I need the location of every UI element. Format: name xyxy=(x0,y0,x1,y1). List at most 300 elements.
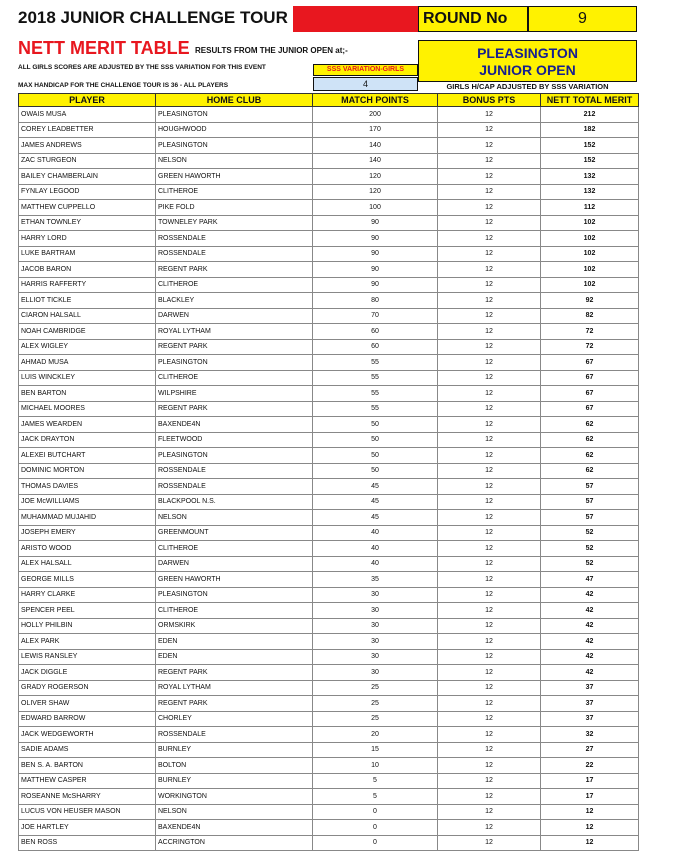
bonus-pts-cell: 12 xyxy=(438,665,541,681)
player-cell: JACK DIGGLE xyxy=(19,665,156,681)
player-cell: ZAC STURGEON xyxy=(19,153,156,169)
nett-total-cell: 67 xyxy=(541,401,639,417)
match-points-cell: 5 xyxy=(313,789,438,805)
player-cell: CIARON HALSALL xyxy=(19,308,156,324)
bonus-pts-cell: 12 xyxy=(438,773,541,789)
home-club-cell: GREEN HAWORTH xyxy=(156,572,313,588)
table-row xyxy=(19,293,639,309)
player-cell: THOMAS DAVIES xyxy=(19,479,156,495)
match-points-cell: 200 xyxy=(313,107,438,123)
bonus-pts-cell: 12 xyxy=(438,603,541,619)
match-points-cell: 30 xyxy=(313,634,438,650)
nett-total-cell: 52 xyxy=(541,541,639,557)
nett-total-cell: 37 xyxy=(541,711,639,727)
table-row xyxy=(19,169,639,185)
nett-total-cell: 57 xyxy=(541,479,639,495)
nett-total-cell: 212 xyxy=(541,107,639,123)
match-points-cell: 140 xyxy=(313,138,438,154)
match-points-cell: 170 xyxy=(313,122,438,138)
match-points-cell: 30 xyxy=(313,665,438,681)
nett-total-cell: 42 xyxy=(541,665,639,681)
round-label: ROUND No xyxy=(418,6,528,32)
bonus-pts-cell: 12 xyxy=(438,634,541,650)
player-cell: GEORGE MILLS xyxy=(19,572,156,588)
bonus-pts-cell: 12 xyxy=(438,572,541,588)
match-points-cell: 15 xyxy=(313,742,438,758)
nett-total-cell: 62 xyxy=(541,448,639,464)
home-club-cell: REGENT PARK xyxy=(156,696,313,712)
home-club-cell: NELSON xyxy=(156,153,313,169)
home-club-cell: ROSSENDALE xyxy=(156,231,313,247)
home-club-cell: ROSSENDALE xyxy=(156,463,313,479)
home-club-cell: TOWNELEY PARK xyxy=(156,215,313,231)
bonus-pts-cell: 12 xyxy=(438,618,541,634)
match-points-cell: 55 xyxy=(313,401,438,417)
bonus-pts-cell: 12 xyxy=(438,556,541,572)
home-club-cell: FLEETWOOD xyxy=(156,432,313,448)
home-club-cell: PLEASINGTON xyxy=(156,355,313,371)
player-cell: LUKE BARTRAM xyxy=(19,246,156,262)
player-cell: OLIVER SHAW xyxy=(19,696,156,712)
match-points-cell: 50 xyxy=(313,463,438,479)
home-club-cell: PLEASINGTON xyxy=(156,138,313,154)
table-header-row xyxy=(19,94,639,107)
nett-total-cell: 42 xyxy=(541,603,639,619)
nett-total-cell: 132 xyxy=(541,169,639,185)
match-points-cell: 30 xyxy=(313,603,438,619)
home-club-cell: REGENT PARK xyxy=(156,262,313,278)
table-row xyxy=(19,603,639,619)
table-row xyxy=(19,355,639,371)
nett-total-cell: 182 xyxy=(541,122,639,138)
bonus-pts-cell: 12 xyxy=(438,820,541,836)
bonus-pts-cell: 12 xyxy=(438,324,541,340)
table-row xyxy=(19,773,639,789)
table-row xyxy=(19,386,639,402)
home-club-cell: GREEN HAWORTH xyxy=(156,169,313,185)
bonus-pts-cell: 12 xyxy=(438,200,541,216)
player-cell: LUIS WINCKLEY xyxy=(19,370,156,386)
match-points-cell: 45 xyxy=(313,510,438,526)
nett-total-cell: 52 xyxy=(541,525,639,541)
match-points-cell: 50 xyxy=(313,417,438,433)
player-cell: JACK DRAYTON xyxy=(19,432,156,448)
nett-total-cell: 42 xyxy=(541,649,639,665)
nett-total-cell: 102 xyxy=(541,215,639,231)
bonus-pts-cell: 12 xyxy=(438,215,541,231)
table-row xyxy=(19,711,639,727)
match-points-cell: 0 xyxy=(313,835,438,851)
nett-total-cell: 132 xyxy=(541,184,639,200)
table-row xyxy=(19,277,639,293)
player-cell: JACK WEDGEWORTH xyxy=(19,727,156,743)
home-club-cell: ROSSENDALE xyxy=(156,727,313,743)
home-club-cell: BURNLEY xyxy=(156,742,313,758)
nett-total-cell: 57 xyxy=(541,494,639,510)
round-number: 9 xyxy=(528,6,637,32)
nett-total-cell: 57 xyxy=(541,510,639,526)
home-club-cell: CHORLEY xyxy=(156,711,313,727)
table-row xyxy=(19,742,639,758)
match-points-cell: 40 xyxy=(313,525,438,541)
player-cell: COREY LEADBETTER xyxy=(19,122,156,138)
nett-total-cell: 67 xyxy=(541,386,639,402)
home-club-cell: BOLTON xyxy=(156,758,313,774)
nett-total-cell: 47 xyxy=(541,572,639,588)
column-header-match-points: MATCH POINTS xyxy=(313,94,438,107)
bonus-pts-cell: 12 xyxy=(438,138,541,154)
home-club-cell: DARWEN xyxy=(156,556,313,572)
event-name xyxy=(418,40,637,82)
home-club-cell: CLITHEROE xyxy=(156,370,313,386)
table-row xyxy=(19,665,639,681)
bonus-pts-cell: 12 xyxy=(438,401,541,417)
home-club-cell: BLACKLEY xyxy=(156,293,313,309)
column-header-bonus-pts: BONUS PTS xyxy=(438,94,541,107)
home-club-cell: WORKINGTON xyxy=(156,789,313,805)
match-points-cell: 45 xyxy=(313,494,438,510)
home-club-cell: BAXENDE4N xyxy=(156,417,313,433)
event-name-line2: JUNIOR OPEN xyxy=(479,62,576,78)
bonus-pts-cell: 12 xyxy=(438,804,541,820)
nett-total-cell: 42 xyxy=(541,634,639,650)
bonus-pts-cell: 12 xyxy=(438,107,541,123)
match-points-cell: 55 xyxy=(313,355,438,371)
red-banner xyxy=(293,6,418,32)
player-cell: DOMINIC MORTON xyxy=(19,463,156,479)
player-cell: JOE McWILLIAMS xyxy=(19,494,156,510)
player-cell: FYNLAY LEGOOD xyxy=(19,184,156,200)
bonus-pts-cell: 12 xyxy=(438,742,541,758)
match-points-cell: 20 xyxy=(313,727,438,743)
table-row xyxy=(19,448,639,464)
match-points-cell: 90 xyxy=(313,231,438,247)
player-cell: MUHAMMAD MUJAHID xyxy=(19,510,156,526)
bonus-pts-cell: 12 xyxy=(438,789,541,805)
girls-handicap-note: GIRLS H/CAP ADJUSTED BY SSS VARIATION xyxy=(446,82,609,91)
bonus-pts-cell: 12 xyxy=(438,184,541,200)
table-row xyxy=(19,138,639,154)
nett-total-cell: 112 xyxy=(541,200,639,216)
player-cell: MICHAEL MOORES xyxy=(19,401,156,417)
merit-table xyxy=(18,93,639,851)
player-cell: MATTHEW CASPER xyxy=(19,773,156,789)
match-points-cell: 50 xyxy=(313,432,438,448)
table-row xyxy=(19,510,639,526)
player-cell: HOLLY PHILBIN xyxy=(19,618,156,634)
player-cell: ALEX HALSALL xyxy=(19,556,156,572)
player-cell: HARRIS RAFFERTY xyxy=(19,277,156,293)
home-club-cell: REGENT PARK xyxy=(156,339,313,355)
nett-total-cell: 67 xyxy=(541,355,639,371)
match-points-cell: 140 xyxy=(313,153,438,169)
bonus-pts-cell: 12 xyxy=(438,510,541,526)
home-club-cell: EDEN xyxy=(156,634,313,650)
home-club-cell: ROYAL LYTHAM xyxy=(156,324,313,340)
player-cell: SPENCER PEEL xyxy=(19,603,156,619)
player-cell: HARRY LORD xyxy=(19,231,156,247)
home-club-cell: PIKE FOLD xyxy=(156,200,313,216)
table-row xyxy=(19,649,639,665)
home-club-cell: NELSON xyxy=(156,510,313,526)
column-header-home-club: HOME CLUB xyxy=(156,94,313,107)
match-points-cell: 30 xyxy=(313,587,438,603)
match-points-cell: 35 xyxy=(313,572,438,588)
player-cell: GRADY ROGERSON xyxy=(19,680,156,696)
table-row xyxy=(19,587,639,603)
match-points-cell: 70 xyxy=(313,308,438,324)
table-row xyxy=(19,556,639,572)
table-row xyxy=(19,432,639,448)
home-club-cell: WILPSHIRE xyxy=(156,386,313,402)
bonus-pts-cell: 12 xyxy=(438,758,541,774)
player-cell: ALEX PARK xyxy=(19,634,156,650)
bonus-pts-cell: 12 xyxy=(438,711,541,727)
home-club-cell: PLEASINGTON xyxy=(156,587,313,603)
player-cell: JACOB BARON xyxy=(19,262,156,278)
home-club-cell: CLITHEROE xyxy=(156,277,313,293)
bonus-pts-cell: 12 xyxy=(438,680,541,696)
table-row xyxy=(19,215,639,231)
home-club-cell: CLITHEROE xyxy=(156,603,313,619)
nett-total-cell: 67 xyxy=(541,370,639,386)
nett-total-cell: 42 xyxy=(541,618,639,634)
table-row xyxy=(19,401,639,417)
event-name-line1: PLEASINGTON xyxy=(477,45,578,61)
player-cell: JAMES ANDREWS xyxy=(19,138,156,154)
nett-total-cell: 72 xyxy=(541,339,639,355)
match-points-cell: 10 xyxy=(313,758,438,774)
table-row xyxy=(19,107,639,123)
nett-total-cell: 62 xyxy=(541,463,639,479)
table-row xyxy=(19,835,639,851)
nett-total-cell: 42 xyxy=(541,587,639,603)
home-club-cell: ACCRINGTON xyxy=(156,835,313,851)
bonus-pts-cell: 12 xyxy=(438,696,541,712)
table-row xyxy=(19,804,639,820)
bonus-pts-cell: 12 xyxy=(438,122,541,138)
home-club-cell: REGENT PARK xyxy=(156,401,313,417)
bonus-pts-cell: 12 xyxy=(438,417,541,433)
nett-total-cell: 92 xyxy=(541,293,639,309)
table-row xyxy=(19,525,639,541)
player-cell: BAILEY CHAMBERLAIN xyxy=(19,169,156,185)
home-club-cell: PLEASINGTON xyxy=(156,107,313,123)
table-row xyxy=(19,231,639,247)
bonus-pts-cell: 12 xyxy=(438,153,541,169)
player-cell: BEN S. A. BARTON xyxy=(19,758,156,774)
nett-total-cell: 102 xyxy=(541,262,639,278)
match-points-cell: 60 xyxy=(313,324,438,340)
table-row xyxy=(19,758,639,774)
sss-variation-value: 4 xyxy=(313,77,418,91)
bonus-pts-cell: 12 xyxy=(438,355,541,371)
match-points-cell: 120 xyxy=(313,169,438,185)
bonus-pts-cell: 12 xyxy=(438,479,541,495)
table-row xyxy=(19,572,639,588)
nett-total-cell: 52 xyxy=(541,556,639,572)
home-club-cell: REGENT PARK xyxy=(156,665,313,681)
column-header-player: PLAYER xyxy=(19,94,156,107)
table-row xyxy=(19,324,639,340)
home-club-cell: BLACKPOOL N.S. xyxy=(156,494,313,510)
table-row xyxy=(19,618,639,634)
match-points-cell: 100 xyxy=(313,200,438,216)
bonus-pts-cell: 12 xyxy=(438,494,541,510)
bonus-pts-cell: 12 xyxy=(438,587,541,603)
nett-total-cell: 27 xyxy=(541,742,639,758)
player-cell: LEWIS RANSLEY xyxy=(19,649,156,665)
nett-total-cell: 72 xyxy=(541,324,639,340)
table-row xyxy=(19,634,639,650)
home-club-cell: NELSON xyxy=(156,804,313,820)
player-cell: HARRY CLARKE xyxy=(19,587,156,603)
home-club-cell: ORMSKIRK xyxy=(156,618,313,634)
home-club-cell: BAXENDE4N xyxy=(156,820,313,836)
nett-total-cell: 37 xyxy=(541,696,639,712)
table-row xyxy=(19,308,639,324)
nett-total-cell: 12 xyxy=(541,804,639,820)
bonus-pts-cell: 12 xyxy=(438,308,541,324)
match-points-cell: 90 xyxy=(313,246,438,262)
column-header-nett-total: NETT TOTAL MERIT xyxy=(541,94,639,107)
nett-total-cell: 22 xyxy=(541,758,639,774)
table-row xyxy=(19,153,639,169)
girls-adjust-note: ALL GIRLS SCORES ARE ADJUSTED BY THE SSS VARIATION FOR THIS EVENT xyxy=(18,64,266,71)
player-cell: BEN BARTON xyxy=(19,386,156,402)
nett-total-cell: 152 xyxy=(541,153,639,169)
table-row xyxy=(19,820,639,836)
bonus-pts-cell: 12 xyxy=(438,246,541,262)
match-points-cell: 30 xyxy=(313,618,438,634)
match-points-cell: 60 xyxy=(313,339,438,355)
match-points-cell: 120 xyxy=(313,184,438,200)
table-row xyxy=(19,246,639,262)
player-cell: OWAIS MUSA xyxy=(19,107,156,123)
bonus-pts-cell: 12 xyxy=(438,386,541,402)
match-points-cell: 55 xyxy=(313,386,438,402)
match-points-cell: 90 xyxy=(313,277,438,293)
tour-title: 2018 JUNIOR CHALLENGE TOUR xyxy=(18,8,288,27)
nett-total-cell: 37 xyxy=(541,680,639,696)
player-cell: ETHAN TOWNLEY xyxy=(19,215,156,231)
home-club-cell: ROYAL LYTHAM xyxy=(156,680,313,696)
table-row xyxy=(19,680,639,696)
bonus-pts-cell: 12 xyxy=(438,293,541,309)
match-points-cell: 55 xyxy=(313,370,438,386)
bonus-pts-cell: 12 xyxy=(438,525,541,541)
table-row xyxy=(19,417,639,433)
player-cell: SADIE ADAMS xyxy=(19,742,156,758)
nett-total-cell: 62 xyxy=(541,432,639,448)
match-points-cell: 40 xyxy=(313,541,438,557)
match-points-cell: 90 xyxy=(313,215,438,231)
sss-variation-label: SSS VARIATION-GIRLS xyxy=(313,64,418,76)
nett-total-cell: 12 xyxy=(541,820,639,836)
match-points-cell: 30 xyxy=(313,649,438,665)
bonus-pts-cell: 12 xyxy=(438,835,541,851)
nett-total-cell: 32 xyxy=(541,727,639,743)
nett-total-cell: 152 xyxy=(541,138,639,154)
nett-total-cell: 62 xyxy=(541,417,639,433)
bonus-pts-cell: 12 xyxy=(438,169,541,185)
match-points-cell: 45 xyxy=(313,479,438,495)
nett-total-cell: 102 xyxy=(541,231,639,247)
nett-total-cell: 12 xyxy=(541,835,639,851)
table-row xyxy=(19,789,639,805)
home-club-cell: PLEASINGTON xyxy=(156,448,313,464)
home-club-cell: BURNLEY xyxy=(156,773,313,789)
match-points-cell: 0 xyxy=(313,804,438,820)
bonus-pts-cell: 12 xyxy=(438,727,541,743)
home-club-cell: CLITHEROE xyxy=(156,184,313,200)
home-club-cell: DARWEN xyxy=(156,308,313,324)
player-cell: LUCUS VON HEUSER MASON xyxy=(19,804,156,820)
match-points-cell: 25 xyxy=(313,696,438,712)
table-row xyxy=(19,463,639,479)
match-points-cell: 25 xyxy=(313,680,438,696)
player-cell: ROSEANNE McSHARRY xyxy=(19,789,156,805)
bonus-pts-cell: 12 xyxy=(438,649,541,665)
match-points-cell: 0 xyxy=(313,820,438,836)
bonus-pts-cell: 12 xyxy=(438,262,541,278)
nett-total-cell: 17 xyxy=(541,789,639,805)
bonus-pts-cell: 12 xyxy=(438,432,541,448)
bonus-pts-cell: 12 xyxy=(438,370,541,386)
table-row xyxy=(19,184,639,200)
table-row xyxy=(19,339,639,355)
results-from-label: RESULTS FROM THE JUNIOR OPEN at;- xyxy=(195,46,348,55)
bonus-pts-cell: 12 xyxy=(438,448,541,464)
match-points-cell: 90 xyxy=(313,262,438,278)
player-cell: EDWARD BARROW xyxy=(19,711,156,727)
player-cell: BEN ROSS xyxy=(19,835,156,851)
table-row xyxy=(19,696,639,712)
nett-total-cell: 102 xyxy=(541,246,639,262)
table-row xyxy=(19,200,639,216)
player-cell: ALEX WIGLEY xyxy=(19,339,156,355)
home-club-cell: ROSSENDALE xyxy=(156,246,313,262)
match-points-cell: 50 xyxy=(313,448,438,464)
player-cell: JAMES WEARDEN xyxy=(19,417,156,433)
table-row xyxy=(19,541,639,557)
bonus-pts-cell: 12 xyxy=(438,541,541,557)
table-row xyxy=(19,370,639,386)
table-row xyxy=(19,262,639,278)
match-points-cell: 5 xyxy=(313,773,438,789)
match-points-cell: 25 xyxy=(313,711,438,727)
nett-total-cell: 17 xyxy=(541,773,639,789)
nett-total-cell: 82 xyxy=(541,308,639,324)
table-row xyxy=(19,479,639,495)
player-cell: JOE HARTLEY xyxy=(19,820,156,836)
player-cell: MATTHEW CUPPELLO xyxy=(19,200,156,216)
table-row xyxy=(19,727,639,743)
player-cell: AHMAD MUSA xyxy=(19,355,156,371)
home-club-cell: GREENMOUNT xyxy=(156,525,313,541)
nett-total-cell: 102 xyxy=(541,277,639,293)
home-club-cell: HOUGHWOOD xyxy=(156,122,313,138)
table-row xyxy=(19,494,639,510)
player-cell: NOAH CAMBRIDGE xyxy=(19,324,156,340)
player-cell: ARISTO WOOD xyxy=(19,541,156,557)
table-title: NETT MERIT TABLE xyxy=(18,38,190,58)
bonus-pts-cell: 12 xyxy=(438,277,541,293)
home-club-cell: CLITHEROE xyxy=(156,541,313,557)
table-body xyxy=(19,107,639,851)
home-club-cell: ROSSENDALE xyxy=(156,479,313,495)
match-points-cell: 80 xyxy=(313,293,438,309)
